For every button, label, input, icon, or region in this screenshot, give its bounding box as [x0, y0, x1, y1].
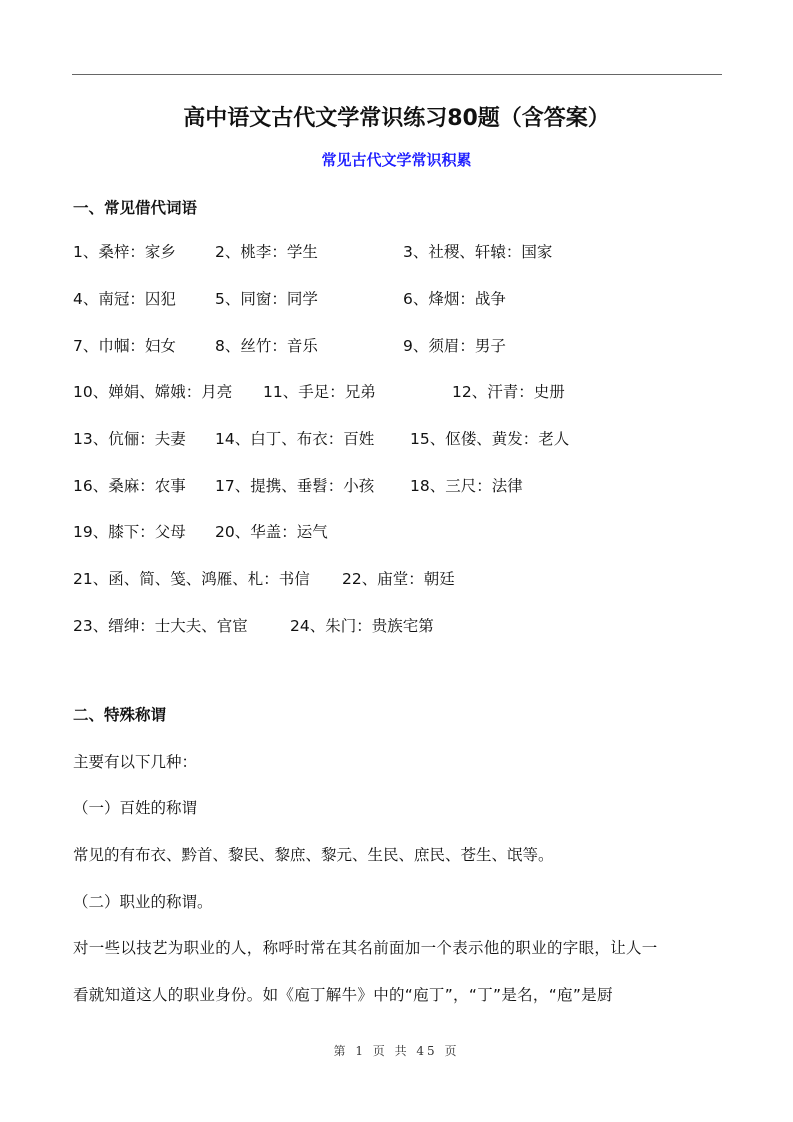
- list-item: 19、膝下：父母: [73, 523, 186, 541]
- list-item: 2、桃李：学生: [215, 243, 318, 261]
- list-item: 24、朱门：贵族宅第: [290, 617, 434, 635]
- list-item: 8、丝竹：音乐: [215, 337, 318, 355]
- paragraph: 主要有以下几种：: [73, 753, 198, 771]
- list-item: 17、提携、垂髫：小孩: [215, 477, 375, 495]
- list-item: 13、伉俪：夫妻: [73, 430, 186, 448]
- list-item: 14、白丁、布衣：百姓: [215, 430, 375, 448]
- list-item: 6、烽烟：战争: [403, 290, 506, 308]
- page-subtitle: 常见古代文学常识积累: [321, 151, 472, 169]
- subheading: （一）百姓的称谓: [73, 799, 198, 817]
- section-heading: 二、特殊称谓: [73, 706, 167, 724]
- list-item: 21、函、简、笺、鸿雁、札：书信: [73, 570, 310, 588]
- list-item: 12、汗青：史册: [452, 383, 565, 401]
- paragraph: 看就知道这人的职业身份。如《庖丁解牛》中的“庖丁”，“丁”是名，“庖”是厨: [73, 986, 613, 1004]
- page-number-footer: 第 1 页 共 45 页: [333, 1044, 460, 1058]
- list-item: 20、华盖：运气: [215, 523, 328, 541]
- list-item: 22、庙堂：朝廷: [342, 570, 455, 588]
- list-item: 10、婵娟、嫦娥：月亮: [73, 383, 233, 401]
- header-rule: [72, 74, 722, 75]
- list-item: 3、社稷、轩辕：国家: [403, 243, 553, 261]
- list-item: 1、桑梓：家乡: [73, 243, 176, 261]
- list-item: 4、南冠：囚犯: [73, 290, 176, 308]
- list-item: 23、缙绅：士大夫、官宦: [73, 617, 248, 635]
- paragraph: 对一些以技艺为职业的人，称呼时常在其名前面加一个表示他的职业的字眼，让人一: [73, 939, 658, 957]
- page-title: 高中语文古代文学常识练习80题（含答案）: [183, 106, 610, 131]
- list-item: 7、巾帼：妇女: [73, 337, 176, 355]
- list-item: 16、桑麻：农事: [73, 477, 186, 495]
- list-item: 15、伛偻、黄发：老人: [410, 430, 570, 448]
- list-item: 18、三尺：法律: [410, 477, 523, 495]
- list-item: 9、须眉：男子: [403, 337, 506, 355]
- section-heading: 一、常见借代词语: [73, 199, 198, 217]
- paragraph: 常见的有布衣、黔首、黎民、黎庶、黎元、生民、庶民、苍生、氓等。: [73, 846, 554, 864]
- subheading: （二）职业的称谓。: [73, 893, 213, 911]
- list-item: 11、手足：兄弟: [263, 383, 376, 401]
- list-item: 5、同窗：同学: [215, 290, 318, 308]
